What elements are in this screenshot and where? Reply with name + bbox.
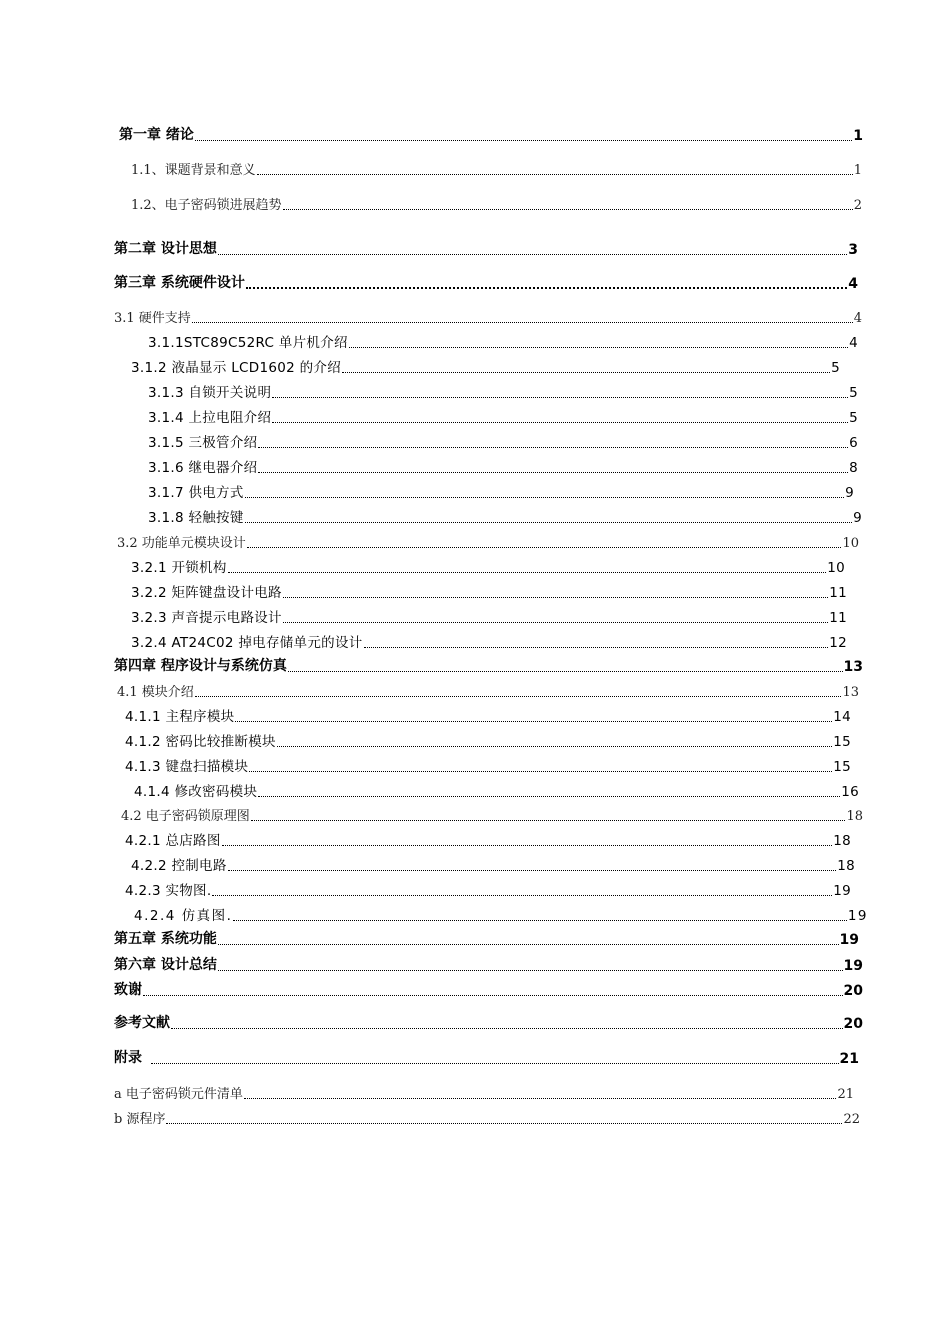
toc-entry-label: 第六章 设计总结 [114,957,217,973]
toc-entry-page: 9 [853,510,862,526]
dot-leader [245,496,844,498]
toc-entry-chapter-4[interactable] [114,657,863,675]
toc-entry-label: 3.1.4 上拉电阻介绍 [148,410,272,426]
toc-entry-chapter-5[interactable] [114,930,859,948]
toc-entry-page: 12 [829,635,847,651]
toc-entry-page: 2 [853,198,862,213]
dot-leader [258,446,848,448]
toc-entry-page: 20 [843,983,863,999]
toc-entry-3-2-1[interactable] [131,558,845,576]
toc-entry-page: 11 [829,585,847,601]
toc-entry-3-1-4[interactable] [148,408,858,426]
dot-leader [245,521,852,523]
dot-leader [288,670,843,672]
toc-entry-page: 4 [848,276,858,292]
dot-leader [228,869,837,871]
toc-entry-label: 附录 [114,1050,142,1066]
toc-entry-page: 1 [853,128,863,144]
toc-entry-chapter-3[interactable] [114,274,858,292]
dot-leader [195,695,842,697]
dot-leader [166,1122,842,1124]
toc-entry-label: 4.1.3 键盘扫描模块 [125,759,249,775]
toc-entry-label: 4.1.4 修改密码模块 [134,784,258,800]
dot-leader [143,994,843,996]
dot-leader [195,139,852,141]
dot-leader [218,253,847,255]
toc-entry-page: 10 [827,560,845,576]
toc-entry-3-1[interactable] [114,308,862,326]
toc-entry-label: 3.2 功能单元模块设计 [117,536,246,551]
toc-entry-page: 5 [849,410,858,426]
dot-leader [244,1097,837,1099]
toc-entry-page: 5 [831,360,840,376]
toc-entry-chapter-6[interactable] [114,956,863,974]
dot-leader [277,745,832,747]
dot-leader [283,621,828,623]
toc-entry-chapter-2[interactable] [114,240,858,258]
toc-entry-3-1-6[interactable] [148,458,858,476]
toc-entry-label: 4.2 电子密码锁原理图 [121,809,250,824]
toc-entry-page: 14 [833,709,851,725]
toc-entry-page: 16 [841,784,859,800]
toc-entry-4-2-2[interactable] [131,856,855,874]
toc-entry-page: 10 [842,536,859,551]
dot-leader [283,208,853,210]
toc-entry-page: 13 [843,659,863,675]
toc-entry-label: 3.1.8 轻触按键 [148,510,244,526]
toc-entry-label: 参考文献 [114,1015,170,1031]
dot-leader [228,571,827,573]
toc-entry-label: 4.2.2 控制电路 [131,858,227,874]
toc-entry-chapter-1[interactable] [119,126,863,144]
dot-leader [247,546,842,548]
toc-entry-label: 4.1 模块介绍 [117,685,194,700]
toc-entry-3-2-2[interactable] [131,583,847,601]
toc-entry-3-1-8[interactable] [148,508,862,526]
toc-entry-label: 4.2.3 实物图. [125,883,212,899]
toc-entry-page: 19 [839,932,859,948]
toc-entry-4-1-1[interactable] [125,707,851,725]
dot-leader [151,1062,839,1064]
toc-entry-label: 第五章 系统功能 [114,931,217,947]
toc-entry-3-1-7[interactable] [148,483,854,501]
toc-entry-label: 3.1.2 液晶显示 LCD1602 的介绍 [131,360,342,376]
toc-entry-label: 4.2.4 仿真图. [134,908,233,924]
dot-leader [212,894,832,896]
toc-entry-4-2[interactable] [121,806,863,824]
toc-entry-4-1[interactable] [117,682,859,700]
toc-entry-page: 18 [833,833,851,849]
toc-entry-page: 1 [853,163,862,178]
dot-leader [272,396,848,398]
toc-entry-label: 致谢 [114,982,142,998]
dot-leader [235,720,832,722]
toc-entry-3-1-3[interactable] [148,383,858,401]
toc-entry-page: 4 [853,311,862,326]
toc-entry-1-2[interactable] [131,195,862,213]
dot-leader [251,819,846,821]
toc-entry-4-1-2[interactable] [125,732,851,750]
toc-entry-label: 1.2、电子密码锁进展趋势 [131,198,282,213]
toc-entry-4-1-4[interactable] [134,782,859,800]
toc-entry-label: 3.1.7 供电方式 [148,485,244,501]
toc-entry-label: 4.1.2 密码比较推断模块 [125,734,276,750]
dot-leader [249,770,832,772]
toc-entry-label: 3.1.6 继电器介绍 [148,460,258,476]
toc-entry-label: 3.2.3 声音提示电路设计 [131,610,282,626]
toc-entry-label: b 源程序 [114,1112,166,1127]
toc-entry-page: 9 [845,485,854,501]
toc-entry-appendix[interactable] [114,1049,859,1067]
toc-entry-label: 3.1.5 三极管介绍 [148,435,258,451]
toc-entry-page: 3 [848,242,858,258]
toc-entry-page: 19 [833,883,851,899]
toc-entry-label: 第一章 绪论 [119,127,194,143]
toc-entry-page: 4 [849,335,858,351]
toc-entry-page: 18 [846,809,863,824]
toc-entry-page: 6 [849,435,858,451]
toc-entry-label: 4.2.1 总店路图 [125,833,221,849]
toc-entry-page: 13 [842,685,859,700]
dot-leader [364,646,829,648]
toc-entry-label: 第三章 系统硬件设计 [114,275,245,291]
toc-entry-page: 8 [849,460,858,476]
toc-entry-label: 3.1.3 自锁开关说明 [148,385,272,401]
dot-leader [258,795,840,797]
dot-leader [171,1027,843,1029]
dot-leader [272,421,848,423]
toc-entry-3-2[interactable] [117,533,859,551]
toc-entry-label: 4.1.1 主程序模块 [125,709,235,725]
dot-leader [349,346,848,348]
toc-entry-4-2-4[interactable] [134,906,868,924]
toc-entry-page: 21 [837,1087,854,1102]
toc-entry-page: 15 [833,734,851,750]
toc-entry-appendix-b[interactable] [114,1109,860,1127]
toc-entry-appendix-a[interactable] [114,1084,854,1102]
toc-entry-label: 1.1、课题背景和意义 [131,163,256,178]
dot-leader [257,173,853,175]
toc-entry-label: 3.2.4 AT24C02 掉电存储单元的设计 [131,635,363,651]
dot-leader [258,471,848,473]
toc-entry-page: 22 [843,1112,860,1127]
toc-entry-4-1-3[interactable] [125,757,851,775]
toc-entry-label: a 电子密码锁元件清单 [114,1087,243,1102]
toc-entry-1-1[interactable] [131,160,862,178]
toc-entry-label: 3.1.1STC89C52RC 单片机介绍 [148,335,348,351]
toc-entry-3-1-5[interactable] [148,433,858,451]
dot-leader [246,286,847,289]
toc-entry-page: 15 [833,759,851,775]
toc-entry-label: 第四章 程序设计与系统仿真 [114,658,287,674]
toc-entry-page: 20 [843,1016,863,1032]
toc-entry-3-1-1[interactable] [148,333,858,351]
toc-entry-page: 19 [847,908,868,924]
toc-entry-page: 5 [849,385,858,401]
dot-leader [218,943,839,945]
dot-leader [192,321,853,323]
toc-entry-page: 19 [843,958,863,974]
toc-entry-label: 第二章 设计思想 [114,241,217,257]
toc-entry-page: 11 [829,610,847,626]
dot-leader [218,969,843,971]
toc-entry-3-2-4[interactable] [131,633,847,651]
toc-entry-label: 3.2.1 开锁机构 [131,560,227,576]
dot-leader [233,919,846,921]
dot-leader [222,844,833,846]
toc-entry-references[interactable] [114,1014,863,1032]
toc-entry-4-2-3[interactable] [125,881,851,899]
toc-entry-4-2-1[interactable] [125,831,851,849]
toc-entry-acknowledgements[interactable] [114,981,863,999]
toc-entry-3-1-2[interactable] [131,358,840,376]
toc-entry-label: 3.2.2 矩阵键盘设计电路 [131,585,282,601]
toc-entry-page: 18 [837,858,855,874]
dot-leader [283,596,828,598]
dot-leader [342,371,830,373]
toc-entry-3-2-3[interactable] [131,608,847,626]
toc-entry-page: 21 [839,1051,859,1067]
toc-entry-label: 3.1 硬件支持 [114,311,191,326]
